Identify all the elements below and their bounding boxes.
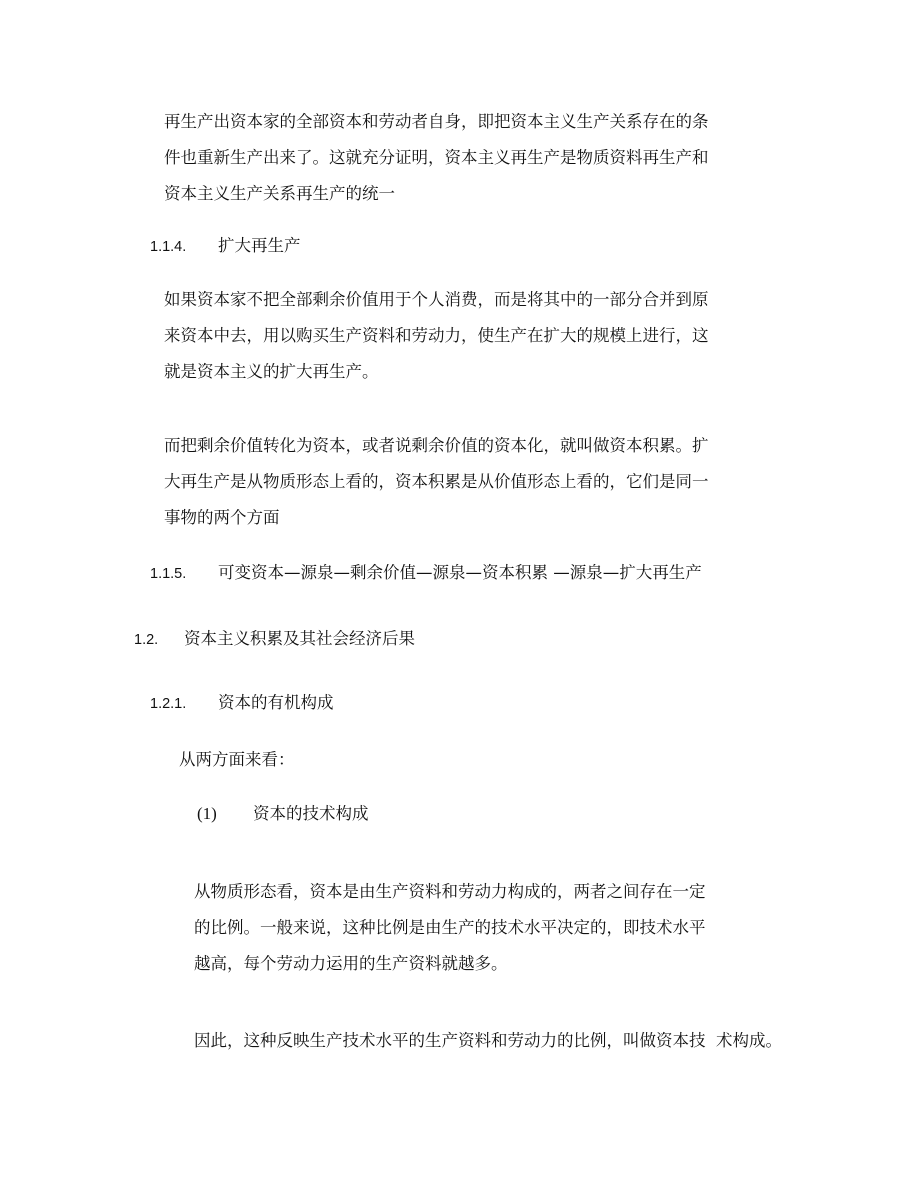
heading-title: 资本的有机构成 xyxy=(218,693,334,712)
heading-title: 扩大再生产 xyxy=(218,236,301,255)
heading-title: 可变资本—源泉—剩余价值—源泉—资本积累 —源泉—扩大再生产 xyxy=(218,563,702,582)
intro-line xyxy=(179,748,295,772)
text-line: 资本主义生产关系再生产的统一 xyxy=(164,184,395,203)
text-line: 再生产出资本家的全部资本和劳动者自身，即把资本主义生产关系存在的条 xyxy=(164,112,709,131)
heading-number: 1.2. xyxy=(134,632,159,648)
paragraph-technical-composition xyxy=(194,874,706,982)
heading-number: 1.1.5. xyxy=(150,566,187,582)
text-line: 事物的两个方面 xyxy=(164,508,280,527)
heading-1-1-4 xyxy=(150,234,301,259)
text-line: 从物质形态看，资本是由生产资料和劳动力构成的，两者之间存在一定 xyxy=(194,882,706,901)
list-number: (1) xyxy=(197,804,217,823)
text-line: 因此，这种反映生产技术水平的生产资料和劳动力的比例，叫做资本技 术构成。 xyxy=(194,1031,782,1050)
heading-title: 资本主义积累及其社会经济后果 xyxy=(184,629,415,648)
text-line: 就是资本主义的扩大再生产。 xyxy=(164,362,379,381)
text-line: 来资本中去，用以购买生产资料和劳动力，使生产在扩大的规模上进行，这 xyxy=(164,326,709,345)
heading-1-2 xyxy=(134,627,415,652)
heading-number: 1.1.4. xyxy=(150,239,187,255)
text-line: 越高，每个劳动力运用的生产资料就越多。 xyxy=(194,954,508,973)
text-line: 如果资本家不把全部剩余价值用于个人消费，而是将其中的一部分合并到原 xyxy=(164,290,709,309)
paragraph-reproduction-unity xyxy=(164,104,709,212)
heading-number: 1.2.1. xyxy=(150,696,187,712)
text-line: 大再生产是从物质形态上看的，资本积累是从价值形态上看的，它们是同一 xyxy=(164,472,709,491)
list-title: 资本的技术构成 xyxy=(253,804,369,823)
heading-1-2-1 xyxy=(150,691,334,716)
paragraph-capital-accumulation xyxy=(164,428,709,536)
list-item-1 xyxy=(197,802,369,826)
text-line: 件也重新生产出来了。这就充分证明，资本主义再生产是物质资料再生产和 xyxy=(164,148,709,167)
paragraph-extended-reproduction xyxy=(164,282,709,390)
text-line: 的比例。一般来说，这种比例是由生产的技术水平决定的，即技术水平 xyxy=(194,918,706,937)
intro-text: 从两方面来看： xyxy=(179,750,295,769)
text-line: 而把剩余价值转化为资本，或者说剩余价值的资本化，就叫做资本积累。扩 xyxy=(164,436,709,455)
heading-1-1-5 xyxy=(150,561,702,586)
paragraph-technical-definition xyxy=(194,1023,782,1059)
